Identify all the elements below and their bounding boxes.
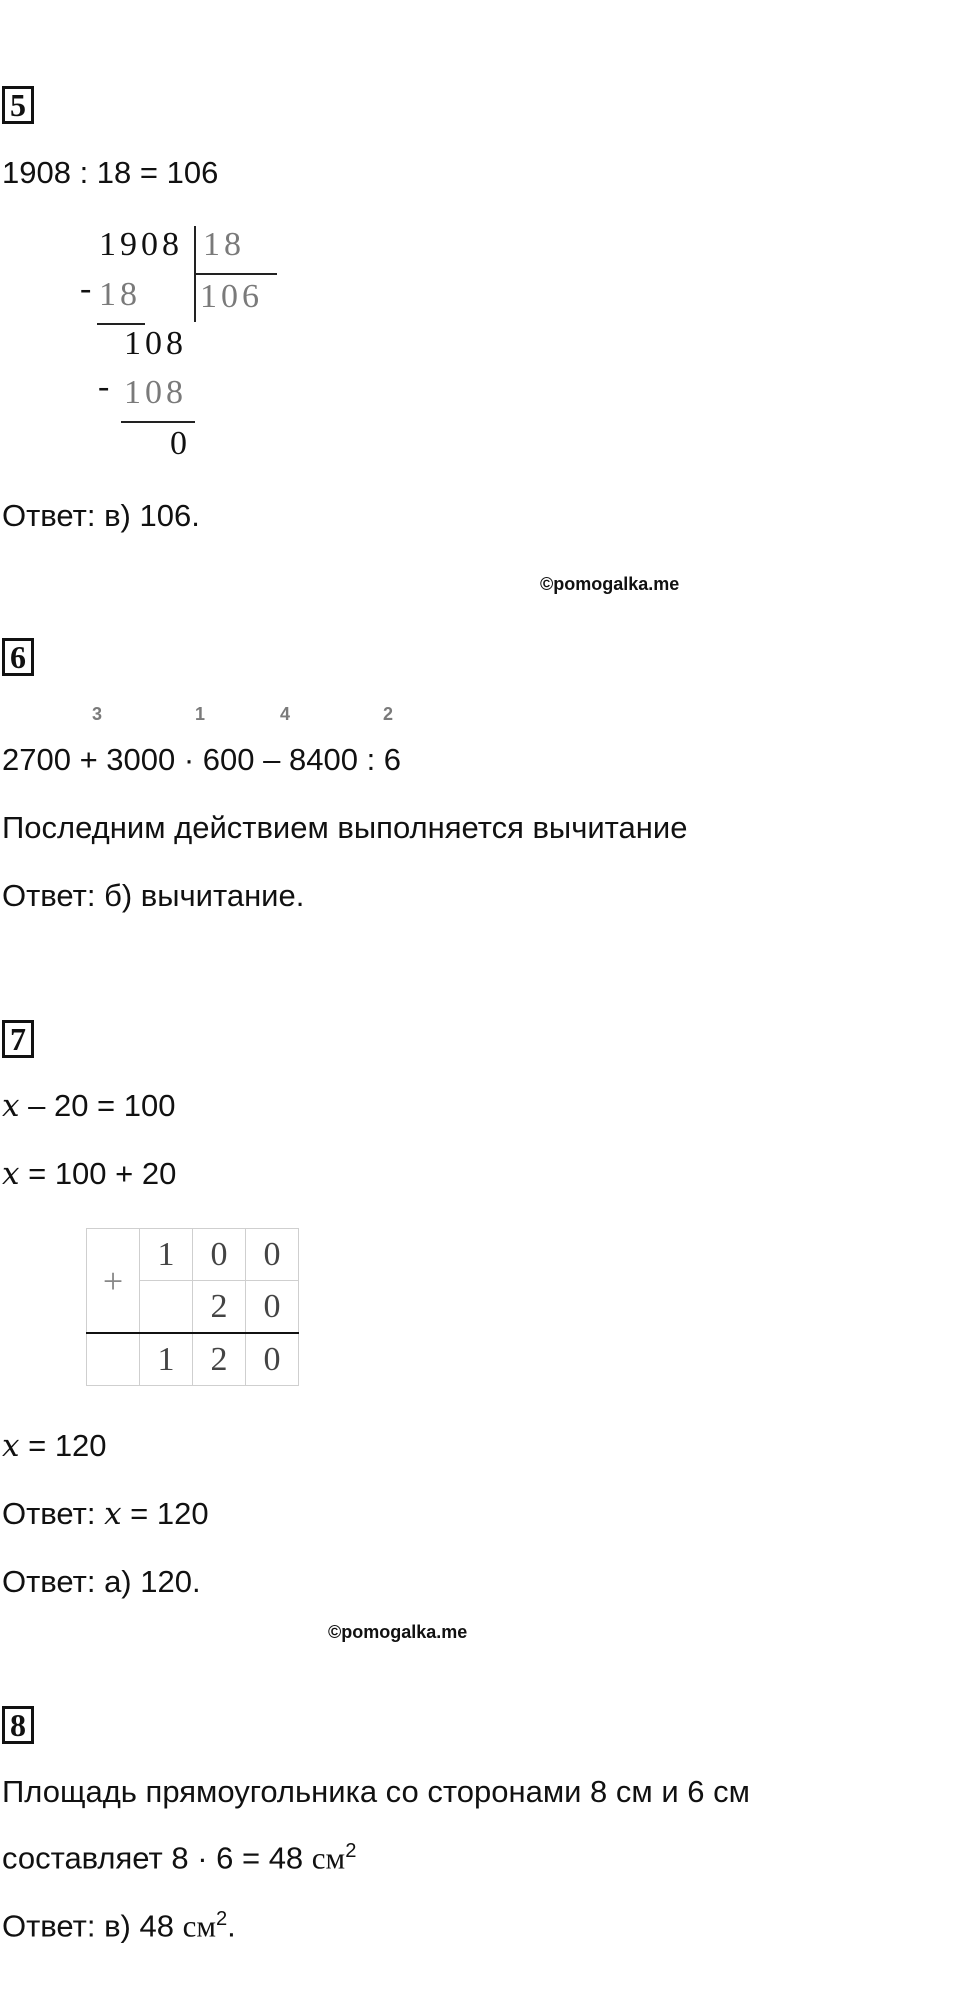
order-mark-1: 3	[92, 704, 103, 724]
order-mark-4: 2	[383, 704, 394, 724]
task6-expression: 2700 + 3000 · 600 – 8400 : 6	[2, 742, 402, 777]
addend1-digit-2: 0	[193, 1229, 246, 1281]
task6-answer: Ответ: б) вычитание.	[2, 878, 305, 913]
task5-equation: 1908 : 18 = 106	[2, 155, 219, 190]
addend1-digit-1: 1	[140, 1229, 193, 1281]
division-minus-1: -	[80, 270, 96, 307]
task-number-8: 8	[2, 1706, 34, 1744]
task7-line-3-rest: = 120	[19, 1428, 107, 1463]
order-mark-2: 1	[195, 704, 206, 724]
division-minus-2: -	[98, 368, 114, 405]
variable-x: x	[2, 1428, 20, 1464]
task7-line-2	[2, 1156, 176, 1192]
division-line-2	[121, 421, 195, 423]
answer-unit-exponent: 2	[215, 1908, 228, 1930]
task7-answer-2: Ответ: а) 120.	[2, 1564, 201, 1599]
addend2-digit-2: 2	[193, 1281, 246, 1334]
task8-answer-prefix: Ответ: в) 48	[2, 1908, 183, 1944]
task-number-7: 7	[2, 1020, 34, 1058]
order-mark-3: 4	[280, 704, 291, 724]
task8-line-2-text: составляет 8 · 6 = 48	[2, 1840, 312, 1876]
sum-digit-1: 1	[140, 1333, 193, 1386]
column-addition	[86, 1228, 299, 1386]
task7-answer-1	[2, 1496, 209, 1532]
answer-rest: = 120	[121, 1496, 209, 1531]
division-remainder-2: 0	[170, 425, 191, 462]
answer-end: .	[227, 1908, 236, 1944]
task8-line-1: Площадь прямоугольника со сторонами 8 см и 6 см	[2, 1774, 750, 1809]
task6-explanation: Последним действием выполняется вычитание	[2, 810, 688, 845]
answer-unit-cm: см	[182, 1908, 216, 1944]
unit-exponent: 2	[345, 1840, 357, 1862]
watermark-2: ©pomogalka.me	[328, 1622, 468, 1642]
sum-digit-2: 2	[193, 1333, 246, 1386]
division-dividend: 1908	[99, 226, 183, 263]
addend2-digit-1	[140, 1281, 193, 1334]
task8-line-2	[2, 1840, 356, 1876]
unit-cm: см	[311, 1840, 346, 1876]
addend1-digit-3: 0	[246, 1229, 299, 1281]
answer-prefix: Ответ:	[2, 1496, 105, 1531]
plus-sign: +	[87, 1229, 140, 1334]
sum-digit-3: 0	[246, 1333, 299, 1386]
watermark-1: ©pomogalka.me	[540, 574, 680, 594]
task7-line-1-rest: – 20 = 100	[19, 1088, 176, 1123]
variable-x: x	[2, 1088, 20, 1124]
variable-x: x	[2, 1156, 20, 1192]
division-divisor-line	[195, 273, 277, 275]
division-subtrahend-2: 108	[124, 374, 187, 411]
task7-line-2-rest: = 100 + 20	[19, 1156, 177, 1191]
task7-line-1	[2, 1088, 175, 1124]
task8-answer	[2, 1908, 236, 1944]
division-quotient: 106	[200, 278, 263, 315]
division-remainder-1: 108	[124, 325, 187, 362]
addend2-digit-3: 0	[246, 1281, 299, 1334]
division-subtrahend-1: 18	[99, 276, 141, 313]
task-number-6: 6	[2, 638, 34, 676]
task-number-5: 5	[2, 86, 34, 124]
task5-answer: Ответ: в) 106.	[2, 498, 200, 533]
task7-line-3	[2, 1428, 107, 1464]
division-divisor: 18	[203, 226, 245, 263]
variable-x: x	[104, 1496, 122, 1532]
sum-empty-cell	[87, 1333, 140, 1386]
